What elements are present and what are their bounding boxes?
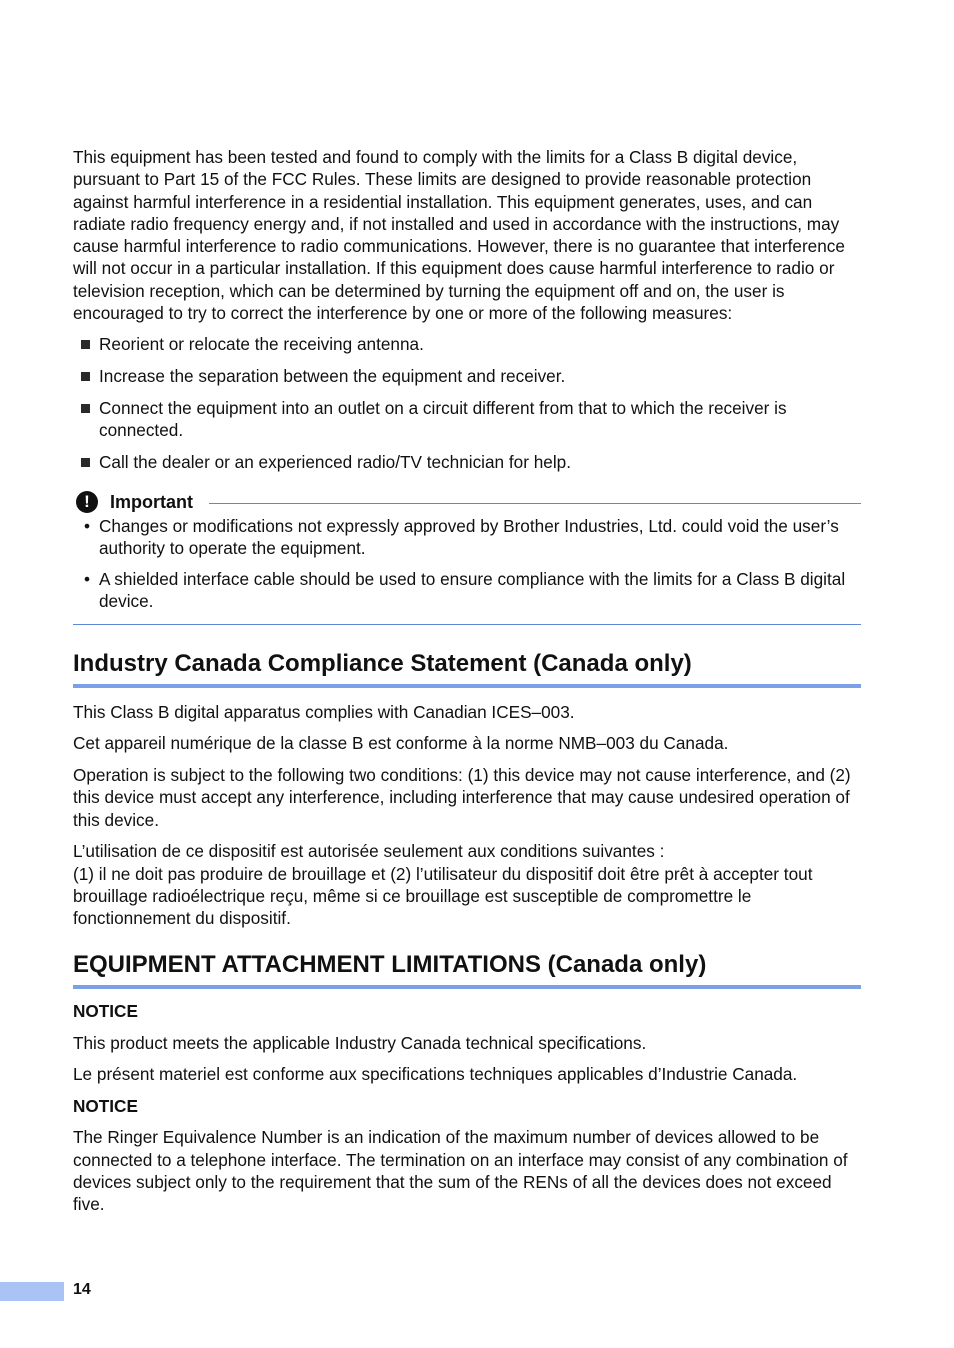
- list-item: • A shielded interface cable should be used to ensure compliance with the limits for a Class B digital device.: [84, 569, 846, 612]
- page-number: 14: [73, 1281, 91, 1298]
- measures-list: [73, 333, 861, 473]
- important-title: Important: [110, 491, 193, 512]
- paragraph: Cet appareil numérique de la classe B est conforme à la norme NMB–003 du Canada.: [73, 733, 729, 754]
- page-tab: [0, 1282, 64, 1301]
- list-item: Reorient or relocate the receiving antenna.: [73, 333, 861, 355]
- paragraph: Le présent materiel est conforme aux specifications techniques applicables d’Industrie Canada.: [73, 1064, 798, 1085]
- page-content: [73, 146, 861, 1225]
- list-item: Increase the separation between the equipment and receiver.: [73, 365, 861, 387]
- paragraph: Operation is subject to the following two conditions: (1) this device may not cause interference, and (2) this device must accept any interference, including interference that may cause undesired operation of this device.: [73, 764, 851, 830]
- bullet-icon: •: [84, 516, 91, 537]
- square-bullet-icon: [81, 372, 90, 381]
- paragraph: L’utilisation de ce dispositif est autorisée seulement aux conditions suivantes :: [73, 841, 665, 862]
- divider: [209, 503, 861, 504]
- square-bullet-icon: [81, 458, 90, 467]
- notice-label: NOTICE: [73, 1096, 138, 1117]
- divider: [73, 624, 861, 625]
- heading-rule: [73, 985, 861, 989]
- paragraph: This product meets the applicable Industry Canada technical specifications.: [73, 1032, 647, 1053]
- list-item: Call the dealer or an experienced radio/TV technician for help.: [73, 451, 861, 473]
- heading-rule: [73, 684, 861, 688]
- square-bullet-icon: [81, 340, 90, 349]
- exclamation-icon: !: [76, 491, 98, 513]
- paragraph: (1) il ne doit pas produire de brouillage et (2) l’utilisateur du dispositif doit être prêt à accepter tout brouillage radioélectrique reçu, même si ce brouillage est susceptible de compromettre le fonctionnement du dispositif.: [73, 863, 813, 929]
- list-item: • Changes or modifications not expressly approved by Brother Industries, Ltd. could void the user’s authority to operate the equipment.: [84, 516, 839, 559]
- notice-label: NOTICE: [73, 1001, 138, 1022]
- square-bullet-icon: [81, 404, 90, 413]
- section-heading: Industry Canada Compliance Statement (Canada only): [73, 649, 692, 677]
- paragraph: This Class B digital apparatus complies with Canadian ICES–003.: [73, 701, 575, 722]
- paragraph: The Ringer Equivalence Number is an indication of the maximum number of devices allowed to be connected to a telephone interface. The termination on an interface may consist of any combination of devices subject only to the requirement that the sum of the RENs of all the devices does not exceed five.: [73, 1127, 848, 1215]
- important-box: [73, 490, 861, 625]
- attachment-section: [73, 950, 861, 1215]
- fcc-paragraph: This equipment has been tested and found to comply with the limits for a Class B digital device, pursuant to Part 15 of the FCC Rules. These limits are designed to provide reasonable protection against harmful interference in a residential installation. This equipment generates, uses, and can radiate radio frequency energy and, if not installed and used in accordance with the instructions, may cause harmful interference to radio communications. However, there is no guarantee that interference will not occur in a particular installation. If this equipment does cause harmful interference to radio or television reception, which can be determined by turning the equipment off and on, the user is encouraged to try to correct the interference by one or more of the following measures:: [73, 147, 845, 324]
- section-heading: EQUIPMENT ATTACHMENT LIMITATIONS (Canada only): [73, 951, 707, 979]
- list-item: Connect the equipment into an outlet on a circuit different from that to which the receiver is connected.: [73, 397, 861, 442]
- important-header: [73, 490, 861, 514]
- canada-section: [73, 649, 861, 930]
- bullet-icon: •: [84, 569, 91, 590]
- important-list: [73, 515, 861, 613]
